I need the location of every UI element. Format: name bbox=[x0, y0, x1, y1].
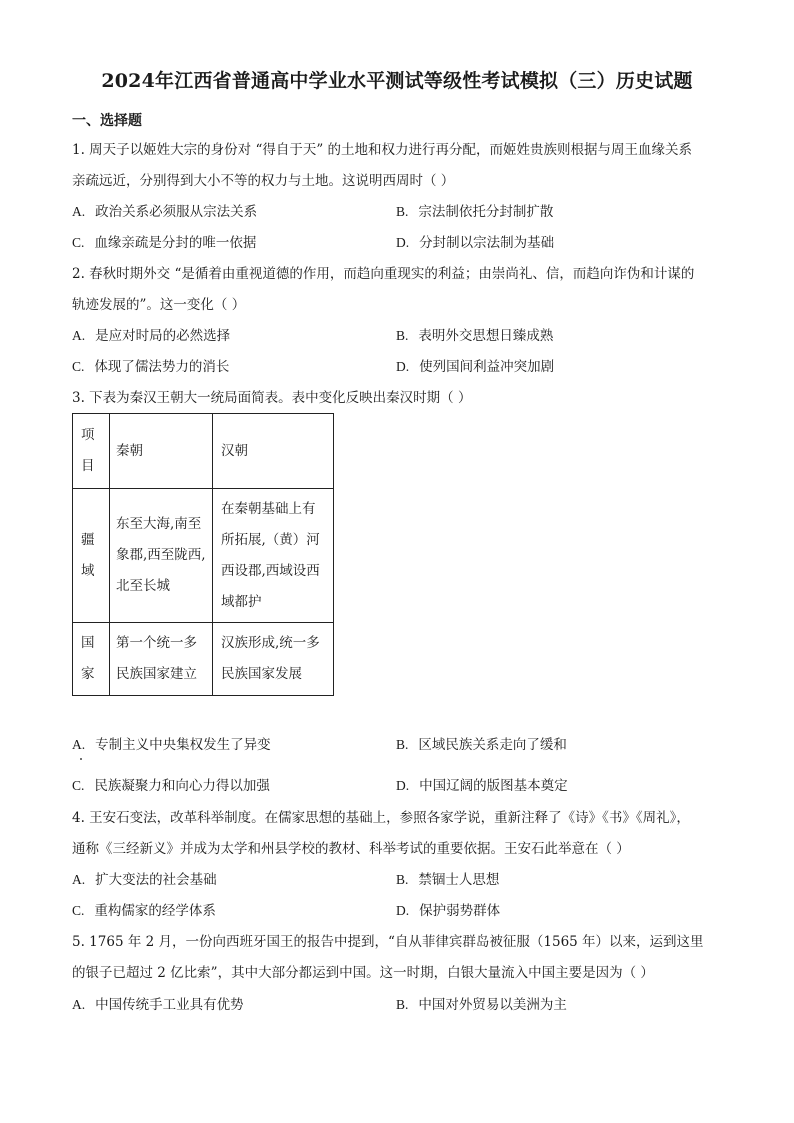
option-key: D. bbox=[396, 359, 410, 374]
option-text: 区域民族关系走向了缓和 bbox=[418, 737, 567, 753]
q4-stem-line-1: 4. 王安石变法，改革科举制度。在儒家思想的基础上，参照各家学说，重新注释了《诗》《书》《周礼》， bbox=[72, 810, 690, 826]
option-text: 专制主义中央集权发生了异变 bbox=[95, 737, 271, 753]
q1-option-b[interactable] bbox=[396, 203, 553, 221]
option-text: 表明外交思想日臻成熟 bbox=[418, 328, 554, 344]
q4-option-a[interactable] bbox=[72, 871, 217, 889]
q5-option-a[interactable] bbox=[72, 996, 244, 1014]
option-text: 血缘亲疏是分封的唯一依据 bbox=[94, 235, 257, 251]
option-key: A. bbox=[72, 328, 86, 343]
q3-option-d[interactable] bbox=[396, 777, 568, 795]
q2-option-a[interactable] bbox=[72, 327, 230, 345]
option-text: 扩大变法的社会基础 bbox=[95, 872, 217, 888]
option-key: D. bbox=[396, 778, 410, 793]
option-text: 分封制以宗法制为基础 bbox=[419, 235, 555, 251]
table-row bbox=[73, 489, 334, 623]
q3-stem-line-1: 3. 下表为秦汉王朝大一统局面简表。表中变化反映出秦汉时期（ ） bbox=[72, 390, 472, 406]
q5-stem-line-2: 的银子已超过 2 亿比索”，其中大部分都运到中国。这一时期，白银大量流入中国主要是因为（ ） bbox=[72, 965, 654, 981]
table-header-cell: 秦朝 bbox=[110, 414, 213, 489]
option-text: 民族凝聚力和向心力得以加强 bbox=[94, 778, 270, 794]
table-cell-qin: 第一个统一多民族国家建立 bbox=[110, 623, 213, 696]
option-key: C. bbox=[72, 235, 85, 250]
q3-option-a[interactable] bbox=[72, 736, 271, 754]
q2-stem-line-1: 2. 春秋时期外交 “是循着由重视道德的作用，而趋向重现实的利益；由崇尚礼、信，而趋向诈伪和计谋的 bbox=[72, 266, 695, 282]
option-text: 保护弱势群体 bbox=[419, 903, 501, 919]
option-key: A. bbox=[72, 872, 86, 887]
option-key: B. bbox=[396, 328, 409, 343]
option-text: 宗法制依托分封制扩散 bbox=[418, 204, 554, 220]
q4-option-c[interactable] bbox=[72, 902, 216, 920]
qin-han-table bbox=[72, 413, 334, 696]
option-text: 中国对外贸易以美洲为主 bbox=[418, 997, 567, 1013]
option-key: D. bbox=[396, 235, 410, 250]
option-text: 政治关系必须服从宗法关系 bbox=[95, 204, 258, 220]
option-text: 中国辽阔的版图基本奠定 bbox=[419, 778, 568, 794]
table-cell-qin: 东至大海,南至象郡,西至陇西,北至长城 bbox=[110, 489, 213, 623]
q4-option-d[interactable] bbox=[396, 902, 500, 920]
section-heading: 一、选择题 bbox=[72, 113, 142, 129]
q4-option-b[interactable] bbox=[396, 871, 499, 889]
q1-option-c[interactable] bbox=[72, 234, 256, 252]
q3-option-b[interactable] bbox=[396, 736, 567, 754]
page-title: 2024年江西省普通高中学业水平测试等级性考试模拟（三）历史试题 bbox=[101, 70, 693, 92]
option-key: D. bbox=[396, 903, 410, 918]
table-cell-item: 国家 bbox=[73, 623, 110, 696]
q5-stem-line-1: 5. 1765 年 2 月，一份向西班牙国王的报告中提到，“自从菲律宾群岛被征服（1565 年）以来，运到这里 bbox=[72, 934, 704, 950]
q2-option-c[interactable] bbox=[72, 358, 229, 376]
stray-mark bbox=[80, 758, 82, 760]
q2-option-d[interactable] bbox=[396, 358, 554, 376]
option-text: 是应对时局的必然选择 bbox=[95, 328, 231, 344]
q1-stem-line-1: 1. 周天子以姬姓大宗的身份对 “得自于天” 的土地和权力进行再分配，而姬姓贵族则根据与周王血缘关系 bbox=[72, 142, 693, 158]
q2-stem-line-2: 轨迹发展的”。这一变化（ ） bbox=[72, 297, 246, 313]
option-key: B. bbox=[396, 737, 409, 752]
option-text: 中国传统手工业具有优势 bbox=[95, 997, 244, 1013]
table-cell-han: 汉族形成,统一多民族国家发展 bbox=[213, 623, 334, 696]
q1-option-a[interactable] bbox=[72, 203, 257, 221]
table-header-cell: 项目 bbox=[73, 414, 110, 489]
table-header-row bbox=[73, 414, 334, 489]
option-text: 重构儒家的经学体系 bbox=[94, 903, 216, 919]
q5-option-b[interactable] bbox=[396, 996, 567, 1014]
table-row bbox=[73, 623, 334, 696]
option-text: 体现了儒法势力的消长 bbox=[94, 359, 230, 375]
option-key: C. bbox=[72, 903, 85, 918]
q3-option-c[interactable] bbox=[72, 777, 270, 795]
option-key: C. bbox=[72, 359, 85, 374]
table-cell-item: 疆域 bbox=[73, 489, 110, 623]
option-text: 使列国间利益冲突加剧 bbox=[419, 359, 555, 375]
option-key: A. bbox=[72, 737, 86, 752]
table-header-cell: 汉朝 bbox=[213, 414, 334, 489]
table-cell-han: 在秦朝基础上有所拓展,（黄）河西设郡,西域设西域都护 bbox=[213, 489, 334, 623]
option-key: A. bbox=[72, 204, 86, 219]
q1-option-d[interactable] bbox=[396, 234, 554, 252]
option-key: B. bbox=[396, 997, 409, 1012]
option-key: B. bbox=[396, 872, 409, 887]
q1-stem-line-2: 亲疏远近，分别得到大小不等的权力与土地。这说明西周时（ ） bbox=[72, 173, 455, 189]
option-key: C. bbox=[72, 778, 85, 793]
q2-option-b[interactable] bbox=[396, 327, 553, 345]
option-key: B. bbox=[396, 204, 409, 219]
option-text: 禁锢士人思想 bbox=[418, 872, 500, 888]
option-key: A. bbox=[72, 997, 86, 1012]
q4-stem-line-2: 通称《三经新义》并成为太学和州县学校的教材、科举考试的重要依据。王安石此举意在（ ） bbox=[72, 841, 630, 857]
